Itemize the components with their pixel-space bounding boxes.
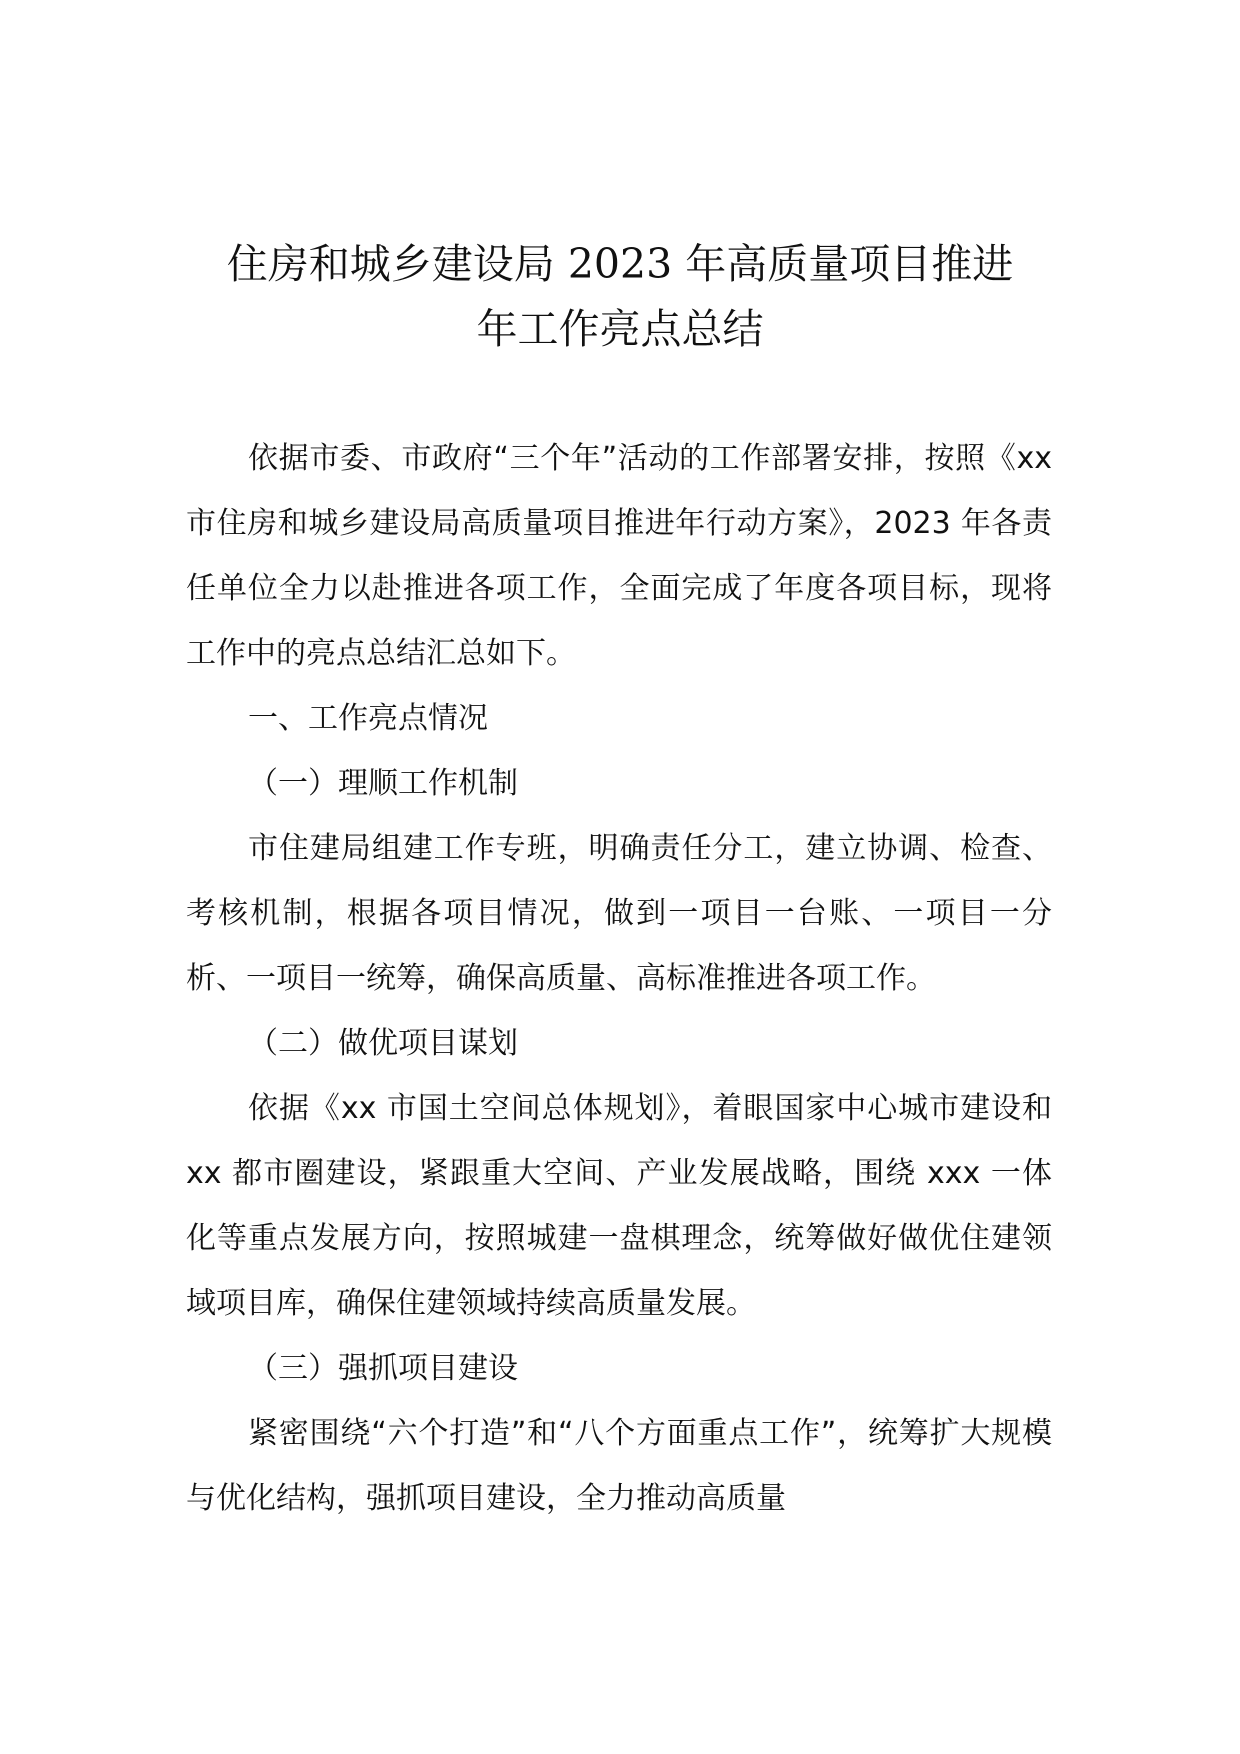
intro-paragraph: 依据市委、市政府“三个年”活动的工作部署安排，按照《xx 市住房和城乡建设局高质量项目推进年行动方案》，2023 年各责任单位全力以赴推进各项工作，全面完成了年度各项目标，现将工作中的亮点总结汇总如下。 — [186, 441, 1052, 671]
subsection-heading-1: （一）理顺工作机制 — [248, 766, 518, 801]
subsection-text-1: 市住建局组建工作专班，明确责任分工，建立协调、检查、考核机制，根据各项目情况，做到一项目一台账、一项目一分析、一项目一统筹，确保高质量、高标准推进各项工作。 — [186, 831, 1052, 996]
document-title — [150, 232, 1090, 362]
subsection-text-2: 依据《xx 市国土空间总体规划》，着眼国家中心城市建设和 xx 都市圈建设，紧跟重大空间、产业发展战略，围绕 xxx 一体化等重点发展方向，按照城建一盘棋理念，统筹做好做优住建领域项目库，确保住建领域持续高质量发展。 — [186, 1091, 1052, 1321]
title-line-2: 年工作亮点总结 — [476, 305, 764, 353]
subsection-heading-3: （三）强抓项目建设 — [248, 1351, 518, 1386]
section-heading-1: 一、工作亮点情况 — [248, 701, 488, 736]
document-body — [186, 426, 1052, 1531]
subsection-heading-2: （二）做优项目谋划 — [248, 1026, 518, 1061]
title-line-1: 住房和城乡建设局 2023 年高质量项目推进 — [226, 240, 1014, 288]
subsection-text-3: 紧密围绕“六个打造”和“八个方面重点工作”，统筹扩大规模与优化结构，强抓项目建设，全力推动高质量 — [186, 1416, 1052, 1516]
